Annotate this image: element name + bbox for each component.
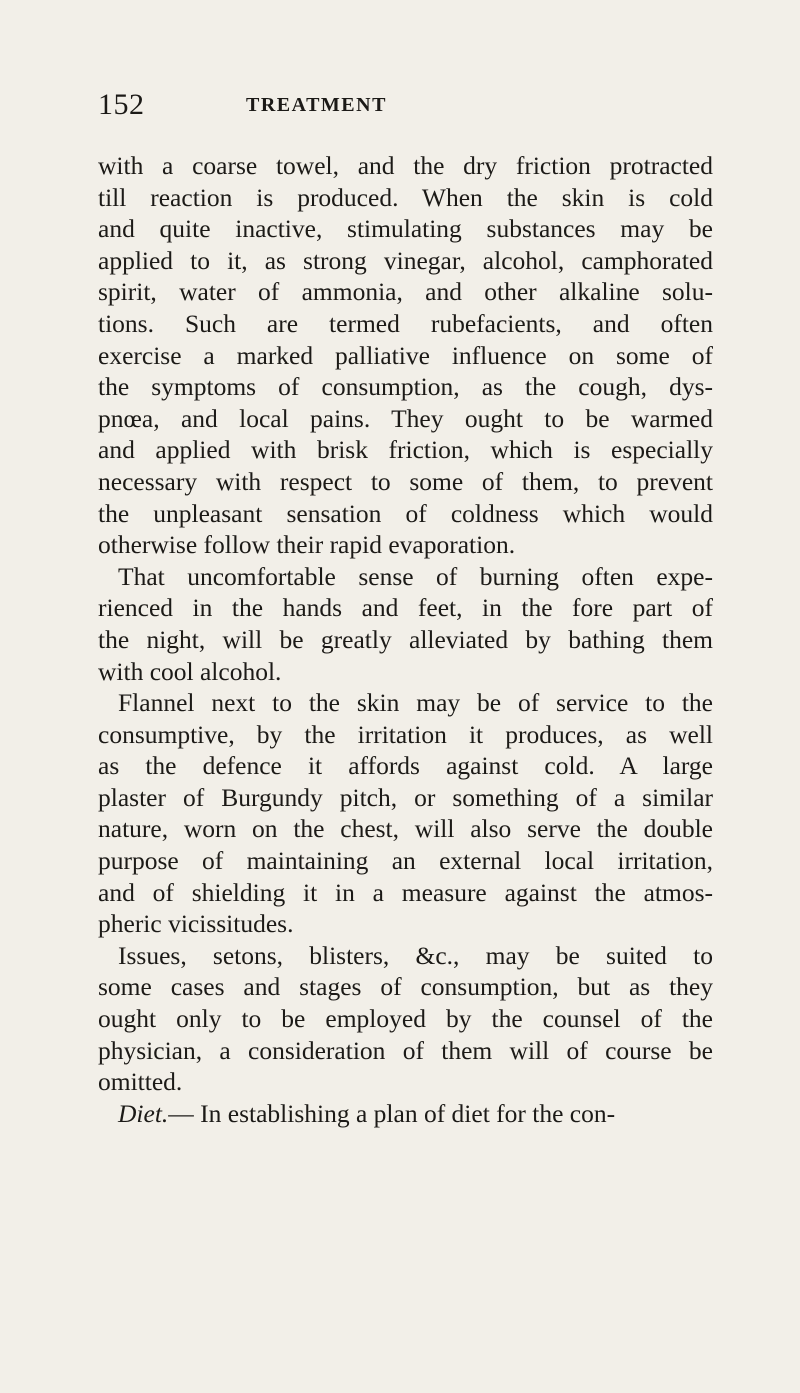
text-line: physician, a consideration of them will of course be — [98, 1035, 713, 1065]
text-line: nature, worn on the chest, will also serve the double — [98, 814, 713, 844]
text-line: consumptive, by the irritation it produces, as well — [98, 719, 713, 749]
text-line: and applied with brisk friction, which is especially — [98, 435, 713, 465]
text-line: pheric vicissitudes. — [98, 909, 294, 939]
text-line: tions. Such are termed rubefacients, and often — [98, 308, 713, 338]
page-header — [98, 88, 718, 128]
text-line: with cool alcohol. — [98, 656, 282, 686]
text-line: otherwise follow their rapid evaporation. — [98, 530, 516, 560]
running-head: TREATMENT — [246, 94, 387, 116]
text-line: pnœa, and local pains. They ought to be warmed — [98, 403, 713, 433]
text-line: the night, will be greatly alleviated by bathing them — [98, 624, 713, 654]
text-line: some cases and stages of consumption, but as they — [98, 972, 713, 1002]
body-text — [98, 150, 713, 1129]
diet-heading: Diet. — [118, 1098, 169, 1128]
text-line: spirit, water of ammonia, and other alkaline solu- — [98, 277, 713, 307]
text-line-diet — [98, 1098, 713, 1130]
text-line: and of shielding it in a measure against the atmos- — [98, 877, 713, 907]
text-line: necessary with respect to some of them, to prevent — [98, 466, 713, 496]
text-line: till reaction is produced. When the skin is cold — [98, 182, 713, 212]
page-number: 152 — [98, 88, 145, 121]
diet-line-text: — In establishing a plan of diet for the con- — [168, 1098, 616, 1128]
text-line: with a coarse towel, and the dry friction protracted — [98, 151, 713, 180]
text-line: Issues, setons, blisters, &c., may be suited to — [118, 940, 713, 970]
text-line: the symptoms of consumption, as the cough, dys- — [98, 372, 713, 402]
text-line: purpose of maintaining an external local irritation, — [98, 846, 713, 876]
text-line: as the defence it affords against cold. A large — [98, 751, 713, 781]
text-line: ought only to be employed by the counsel of the — [98, 1004, 713, 1034]
text-line: rienced in the hands and feet, in the fore part of — [98, 593, 713, 623]
text-line: That uncomfortable sense of burning often expe- — [118, 561, 713, 591]
text-line: omitted. — [98, 1067, 183, 1097]
text-line: and quite inactive, stimulating substances may be — [98, 214, 713, 244]
text-line: Flannel next to the skin may be of service to the — [118, 688, 713, 718]
text-line: applied to it, as strong vinegar, alcohol, camphorated — [98, 245, 713, 275]
text-line: plaster of Burgundy pitch, or something of a similar — [98, 782, 713, 812]
text-line: the unpleasant sensation of coldness which would — [98, 498, 713, 528]
text-line: exercise a marked palliative influence on some of — [98, 340, 713, 370]
